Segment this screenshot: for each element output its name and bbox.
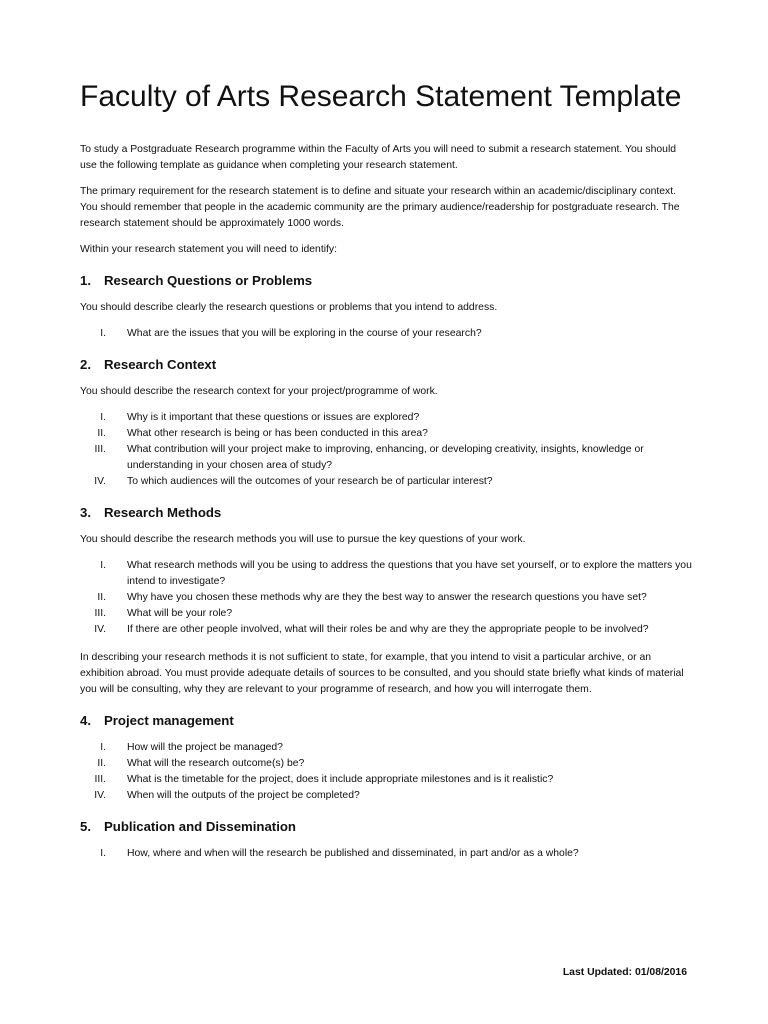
- question-list: [80, 558, 692, 638]
- item-numeral: II.: [97, 428, 106, 439]
- item-numeral: III.: [94, 608, 106, 619]
- item-numeral: I.: [100, 328, 106, 339]
- list-item: [80, 410, 692, 426]
- section-description: You should describe the research methods you will use to pursue the key questions of your work.: [80, 534, 526, 545]
- item-numeral: IV.: [94, 790, 106, 801]
- list-item: [80, 590, 692, 606]
- item-text: How, where and when will the research be published and disseminated, in part and/or as a whole?: [127, 848, 579, 859]
- section-title: Research Methods: [104, 505, 222, 520]
- intro-paragraph-1: To study a Postgraduate Research programme within the Faculty of Arts you will need to submit a research statement. You should use the following template as guidance when completing your research statement.: [80, 144, 677, 171]
- section-title: Project management: [104, 713, 234, 728]
- item-numeral: III.: [94, 444, 106, 455]
- list-item: [80, 788, 692, 804]
- list-item: [80, 426, 692, 442]
- question-list: [80, 326, 692, 342]
- item-text: If there are other people involved, what will their roles be and why are they the appropriate people to be involved?: [127, 624, 649, 635]
- section-number: 2.: [80, 357, 91, 372]
- page-title: Faculty of Arts Research Statement Template: [80, 80, 682, 113]
- section-title: Publication and Dissemination: [104, 819, 296, 834]
- item-numeral: IV.: [94, 476, 106, 487]
- item-text: What research methods will you be using to address the questions that you have set yourself, or to explore the matters you intend to investigate?: [127, 560, 692, 587]
- item-text: Why have you chosen these methods why are they the best way to answer the research questions you have set?: [127, 592, 647, 603]
- item-numeral: I.: [100, 848, 106, 859]
- item-text: Why is it important that these questions or issues are explored?: [127, 412, 420, 423]
- list-item: [80, 326, 692, 342]
- item-text: How will the project be managed?: [127, 742, 283, 753]
- list-item: [80, 474, 692, 490]
- list-item: [80, 846, 692, 862]
- question-list: [80, 740, 692, 804]
- section-description: You should describe the research context for your project/programme of work.: [80, 386, 438, 397]
- section-heading-4: [80, 712, 692, 730]
- item-text: What contribution will your project make to improving, enhancing, or developing creativity, insights, knowledge or understanding in your chosen area of study?: [127, 444, 644, 471]
- section-title: Research Questions or Problems: [104, 273, 313, 288]
- section-description: You should describe clearly the research questions or problems that you intend to address.: [80, 302, 498, 313]
- section-number: 1.: [80, 273, 91, 288]
- section-heading-3: [80, 504, 692, 522]
- question-list: [80, 846, 692, 862]
- section-heading-1: [80, 272, 692, 290]
- item-text: What will the research outcome(s) be?: [127, 758, 305, 769]
- list-item: [80, 606, 692, 622]
- item-text: What is the timetable for the project, does it include appropriate milestones and is it realistic?: [127, 774, 554, 785]
- last-updated-footer: Last Updated: 01/08/2016: [562, 967, 687, 978]
- list-item: [80, 756, 692, 772]
- item-text: When will the outputs of the project be completed?: [127, 790, 360, 801]
- item-numeral: II.: [97, 758, 106, 769]
- section-heading-5: [80, 818, 692, 836]
- intro-paragraph-3: Within your research statement you will need to identify:: [80, 244, 338, 255]
- list-item: [80, 740, 692, 756]
- item-numeral: I.: [100, 742, 106, 753]
- question-list: [80, 410, 692, 490]
- intro-paragraph-2: The primary requirement for the research statement is to define and situate your research within an academic/disciplinary context. You should remember that people in the academic community are the primary audience/readership for postgraduate research. The research statement should be approximately 1000 words.: [80, 186, 680, 229]
- section-heading-2: [80, 356, 692, 374]
- list-item: [80, 772, 692, 788]
- item-text: What other research is being or has been conducted in this area?: [127, 428, 428, 439]
- item-text: What will be your role?: [127, 608, 233, 619]
- item-numeral: II.: [97, 592, 106, 603]
- list-item: [80, 558, 692, 590]
- section-number: 5.: [80, 819, 91, 834]
- list-item: [80, 622, 692, 638]
- list-item: [80, 442, 692, 474]
- item-numeral: I.: [100, 412, 106, 423]
- item-text: What are the issues that you will be exploring in the course of your research?: [127, 328, 482, 339]
- methods-note-paragraph: In describing your research methods it is not sufficient to state, for example, that you intend to visit a particular archive, or an exhibition abroad. You must provide adequate details of sources to be consulted, and you should state briefly what kinds of material you will be consulting, why they are relevant to your programme of research, and how you will interrogate them.: [80, 652, 684, 695]
- item-numeral: I.: [100, 560, 106, 571]
- section-number: 4.: [80, 713, 91, 728]
- document-page: [80, 78, 692, 874]
- section-title: Research Context: [104, 357, 217, 372]
- section-number: 3.: [80, 505, 91, 520]
- item-text: To which audiences will the outcomes of your research be of particular interest?: [127, 476, 493, 487]
- item-numeral: IV.: [94, 624, 106, 635]
- item-numeral: III.: [94, 774, 106, 785]
